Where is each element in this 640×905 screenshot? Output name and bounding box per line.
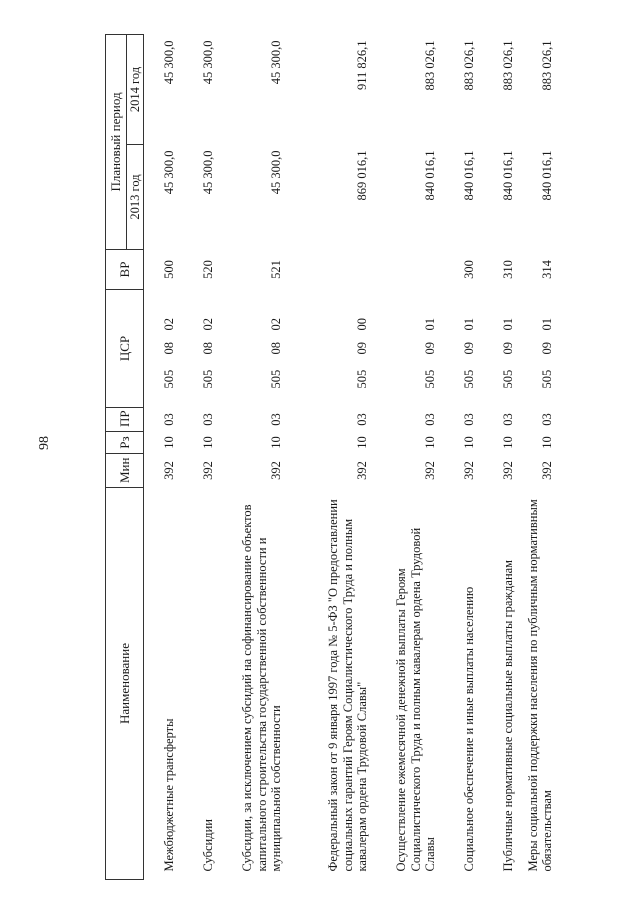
- row-rz: 10: [162, 436, 177, 449]
- row-csr-part: 505: [423, 369, 438, 389]
- row-pr: 03: [423, 413, 438, 426]
- row-csr: [444, 290, 483, 408]
- header-pr: ПР: [106, 408, 144, 432]
- row-vr: 300: [462, 260, 477, 279]
- table-row: [290, 34, 376, 879]
- table-header: [106, 34, 144, 879]
- table-body: [144, 34, 562, 879]
- table-row: [183, 34, 222, 879]
- row-csr-part: 02: [162, 318, 177, 331]
- row-pr: 03: [462, 413, 477, 426]
- row-csr-part: 08: [269, 342, 284, 355]
- row-value-2014: 883 026,1: [540, 40, 555, 91]
- row-value-2013: 840 016,1: [462, 150, 477, 201]
- row-csr-part: 505: [540, 369, 555, 389]
- row-csr: [290, 290, 376, 408]
- row-value-2014: 883 026,1: [462, 40, 477, 91]
- row-csr: [222, 290, 290, 408]
- row-csr: [183, 290, 222, 408]
- row-vr: [290, 250, 376, 290]
- row-value-2013: 869 016,1: [355, 150, 370, 201]
- header-year-2013: 2013 год: [127, 145, 144, 250]
- row-csr-part: 08: [201, 342, 216, 355]
- row-rz: 10: [201, 436, 216, 449]
- row-csr-part: 505: [269, 369, 284, 389]
- table-row: [522, 34, 561, 879]
- row-csr: [483, 290, 522, 408]
- row-csr-part: 00: [355, 318, 370, 331]
- row-name: Социальное обеспечение и иные выплаты населению: [462, 586, 477, 872]
- row-csr-part: 09: [423, 342, 438, 355]
- row-pr: 03: [540, 413, 555, 426]
- row-csr-part: 505: [201, 369, 216, 389]
- row-vr: [376, 250, 444, 290]
- row-rz: 10: [501, 436, 516, 449]
- row-csr-part: 01: [423, 318, 438, 331]
- table-row: [483, 34, 522, 879]
- row-value-2013: 45 300,0: [201, 150, 216, 195]
- header-rz: Рз: [106, 432, 144, 454]
- row-csr-part: 09: [355, 342, 370, 355]
- row-value-2014: 883 026,1: [501, 40, 516, 91]
- row-value-2013: 45 300,0: [269, 150, 284, 195]
- rotated-page: [37, 35, 575, 880]
- row-vr: 520: [201, 260, 216, 279]
- row-vr: 500: [162, 260, 177, 279]
- table-row: [222, 34, 290, 879]
- header-vr: ВР: [106, 250, 144, 290]
- row-csr-part: 08: [162, 342, 177, 355]
- row-csr-part: 505: [501, 369, 516, 389]
- row-value-2013: 840 016,1: [540, 150, 555, 201]
- row-value-2013: 45 300,0: [162, 150, 177, 195]
- row-min: 392: [462, 461, 477, 480]
- header-name: Наименование: [106, 488, 144, 880]
- row-pr: 03: [269, 413, 284, 426]
- row-min: 392: [540, 461, 555, 480]
- row-pr: 03: [201, 413, 216, 426]
- row-name: Меры социальной поддержки населения по публичным нормативным обязательствам: [525, 499, 555, 872]
- row-min: 392: [423, 461, 438, 480]
- table-row: [376, 34, 444, 879]
- row-rz: 10: [355, 436, 370, 449]
- row-rz: 10: [423, 436, 438, 449]
- row-csr-part: 01: [540, 318, 555, 331]
- row-vr: 310: [501, 260, 516, 279]
- header-planned-period: Плановый период: [106, 34, 127, 249]
- row-rz: 10: [462, 436, 477, 449]
- row-value-2014: 45 300,0: [162, 40, 177, 85]
- row-rz: 10: [269, 436, 284, 449]
- row-name: Субсидии, за исключением субсидий на софинансирование объектов капитального строительства государственной собственности и муниципальной собственности: [239, 504, 284, 872]
- row-value-2013: 840 016,1: [423, 150, 438, 201]
- page-number: 98: [37, 436, 52, 450]
- row-vr: 521: [269, 260, 284, 279]
- table-row: [444, 34, 483, 879]
- row-csr-part: 505: [162, 369, 177, 389]
- row-pr: 03: [355, 413, 370, 426]
- row-name: Межбюджетные трансферты: [162, 718, 177, 872]
- row-value-2014: 911 826,1: [355, 40, 370, 91]
- header-csr: ЦСР: [106, 290, 144, 408]
- row-pr: 03: [162, 413, 177, 426]
- row-rz: 10: [540, 436, 555, 449]
- row-min: 392: [162, 461, 177, 480]
- row-min: 392: [269, 461, 284, 480]
- row-csr: [376, 290, 444, 408]
- row-name: Осуществление ежемесячной денежной выплаты Героям Социалистического Труда и полным кавалерам ордена Трудовой Славы: [393, 527, 438, 872]
- row-pr: 03: [501, 413, 516, 426]
- header-min: Мин: [106, 454, 144, 488]
- row-csr-part: 09: [462, 342, 477, 355]
- row-name: Публичные нормативные социальные выплаты гражданам: [501, 559, 516, 872]
- row-value-2014: 45 300,0: [269, 40, 284, 85]
- row-value-2014: 883 026,1: [423, 40, 438, 91]
- table-row: [144, 34, 184, 879]
- header-year-2014: 2014 год: [127, 34, 144, 144]
- row-csr-part: 09: [540, 342, 555, 355]
- row-min: 392: [501, 461, 516, 480]
- row-value-2013: 840 016,1: [501, 150, 516, 201]
- row-csr: [144, 290, 184, 408]
- row-csr-part: 02: [269, 318, 284, 331]
- row-name: Субсидии: [201, 819, 216, 872]
- row-csr-part: 09: [501, 342, 516, 355]
- row-csr-part: 505: [355, 369, 370, 389]
- row-min: 392: [355, 461, 370, 480]
- row-csr: [522, 290, 561, 408]
- row-csr-part: 02: [201, 318, 216, 331]
- row-vr: 314: [540, 260, 555, 279]
- row-min: 392: [201, 461, 216, 480]
- budget-table: [105, 34, 561, 880]
- row-value-2014: 45 300,0: [201, 40, 216, 85]
- row-csr-part: 01: [501, 318, 516, 331]
- row-csr-part: 505: [462, 369, 477, 389]
- row-csr-part: 01: [462, 318, 477, 331]
- row-name: Федеральный закон от 9 января 1997 года № 5-ФЗ "О предоставлении социальных гарантий Героям Социалистического Труда и полным кавалерам ордена Трудовой Славы": [325, 499, 370, 872]
